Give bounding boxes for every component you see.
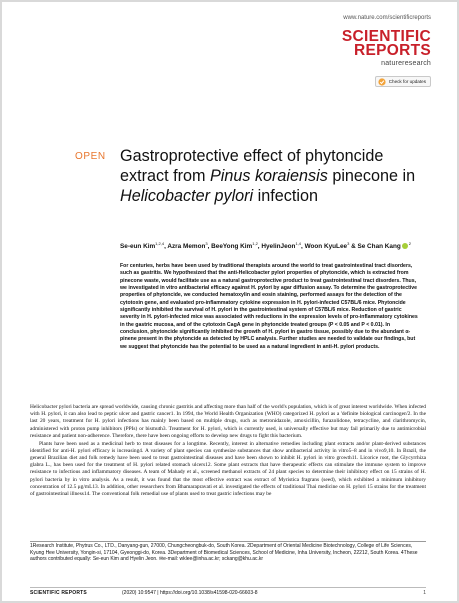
check-updates-label: Check for updates xyxy=(388,79,426,84)
page-footer xyxy=(30,587,426,596)
article-title xyxy=(120,146,420,206)
journal-url[interactable]: www.nature.com/scientificreports xyxy=(343,15,431,21)
divider xyxy=(30,541,426,542)
author-list xyxy=(120,239,420,251)
title-italic-bacterium: Helicobacter pylori xyxy=(120,187,254,205)
author-affil: 1,2,4 xyxy=(155,241,165,246)
journal-logo xyxy=(342,30,431,67)
footer-citation[interactable]: (2020) 10:9547 | https://doi.org/10.1038/s41598-020-66603-8 xyxy=(122,590,258,596)
affiliations: 1Research Institute, Phytrus Co., LTD., Danyang-gun, 27000, Chungcheongbuk-do, South Korea. 2Department of Oriental Medicine Biotechnology, College of Life Sciences, Kyung Hee University, Yongin-si, 17104, Gyeonggi-do, Korea. 3Department of Biomedical Sciences, School of Medicine, Inha University, Incheon, 22212, South Korea. 4These authors contributed equally: Se-eun Kim and Hyelin Jeon. ✉e-mail: wklee@inha.ac.kr; sckang@khu.ac.kr xyxy=(30,543,418,563)
author-name[interactable]: , HyelinJeon xyxy=(257,243,296,251)
author-name[interactable]: & Se Chan Kang xyxy=(349,243,401,251)
author-affil: 1,2 xyxy=(252,241,258,246)
body-text xyxy=(30,404,426,499)
logo-line-scientific: SCIENTIFIC xyxy=(341,28,431,45)
article-page xyxy=(2,2,457,601)
author-name[interactable]: , Woon KyuLee xyxy=(301,243,348,251)
author-name[interactable]: , Azra Memon xyxy=(164,243,206,251)
orcid-icon[interactable] xyxy=(402,243,408,249)
logo-natureresearch: natureresearch xyxy=(381,60,431,67)
open-access-label: OPEN xyxy=(75,151,106,162)
title-part: Gastroprotective effect of phytoncide extract from xyxy=(120,147,384,185)
footer-page-number: 1 xyxy=(423,590,426,596)
author-affil: 2 xyxy=(408,241,412,246)
title-italic-species: Pinus koraiensis xyxy=(209,167,328,185)
author-affil: 3 xyxy=(347,241,350,246)
footer-journal: SCIENTIFIC REPORTS xyxy=(30,590,87,596)
body-paragraph: Plants have been used as a medicinal herb to treat diseases for a longtime. Recently, interest in alternative remedies including plant extracts and/or plant-derived substances identified for anti-H. pylori efficacy is increasing4. A variety of plant species can synthesize substances that show antibacterial activity in vitro5–8 and in vivo9,10. In Brazil, the general Brazilian diet and folk remedy have been used to treat gastrointestinal diseases and have been shown to inhibit H. pylori in vitro growth11. Licorice root, the Glycyrrhiza glabra L., has been used for the treatment of H. pylori related stomach ulcers12. Some plant extracts that have therapeutic effects can stimulate the immune system to improve resistance to infectious and inflammatory diseases. A team of Mahady et al., screened methanol extracts of 24 plant species to determine their inhibitory effect on 15 strains of H. pylori bacteria by in vitro analysis. As a result, it was found that the most effective extract was extract of Myristica fragrans (seed), which exhibited a minimum inhibitory concentration of 12.5 μg/mL13. In addition, other researchers from Bhamarapravati et al. investigated the effects of traditional Thai medicine on H. pylori 15 strains for the treatment of gastrointestinal illness14. The conventional folk remedial use of plants used to treat gastric infections may be xyxy=(30,440,426,497)
check-for-updates-button[interactable] xyxy=(375,76,431,87)
body-paragraph: Helicobacter pylori bacteria are spread worldwide, causing chronic gastritis and affecting more than half of the world's population, which is of great interest worldwide. When infected with H. pylori, it can also lead to peptic ulcer and gastric cancer1. In 1994, the World Health Organization (WHO) categorized H. pylori as a 'definite biological carcinogen'2. In the last 20 years, treatment for H. pylori infections has mainly been based on multiple drugs, such as metronidazole, amoxicillin, furazolidone, tetracycline, and clarithromycin, administered with proton pump inhibitors (PPIs) or bismuth3. Treatment for H. pylori, which is currently used, is universally effective but may fail primarily due to antimicrobial resistance and patient non-adherence. Therefore, there have been ongoing efforts to develop new drugs to fight this bacterium. xyxy=(30,404,426,439)
abstract: For centuries, herbs have been used by traditional therapists around the world to treat gastrointestinal tract disorders, such as gastritis. We hypothesized that the anti-Helicobacter pylori properties of phytoncide, which is extracted from pinecone waste, would facilitate use as a natural gastroprotective product to treat gastrointestinal tract disorders. Thus, we investigated in vitro antibacterial efficacy against H. pylori by agar diffusion assay. To determine the gastroprotective properties of phytoncide, we conducted hematoxylin and eosin staining, performed assays for the detection of the cytotoxin gene, and evaluated pro-inflammatory cytokine expression in H. pylori-infected C57BL/6 mice. Phytoncide significantly inhibited the survival of H. pylori in the gastrointestinal system of C57BL/6 mice. Reduction of gastric severity in H. pylori-infected mice was associated with reductions in the expression levels of pro-inflammatory cytokines in the gastric mucosa, and of the cytotoxin CagA gene in phytoncide treated groups (P < 0.05 and P < 0.01). In conclusion, phytoncide significantly inhibited the growth of H. pylori in gastro tissue, possibly due to the abundant α-pinene present in the phytoncide as detected by HPLC analysis. Further studies are needed to validate our findings, but we suggest that phytoncide has the potential to be used as a natural ingredient in anti-H. pylori products. xyxy=(120,263,418,350)
check-updates-icon xyxy=(378,78,386,86)
author-name[interactable]: Se-eun Kim xyxy=(120,243,156,251)
logo-line-reports: REPORTS xyxy=(353,42,431,59)
author-affil: 3 xyxy=(205,241,208,246)
author-affil: 1,4 xyxy=(295,241,302,246)
title-part: infection xyxy=(253,187,318,205)
author-name[interactable]: , BeeYong Kim xyxy=(207,243,253,251)
title-part: pinecone in xyxy=(327,167,416,185)
